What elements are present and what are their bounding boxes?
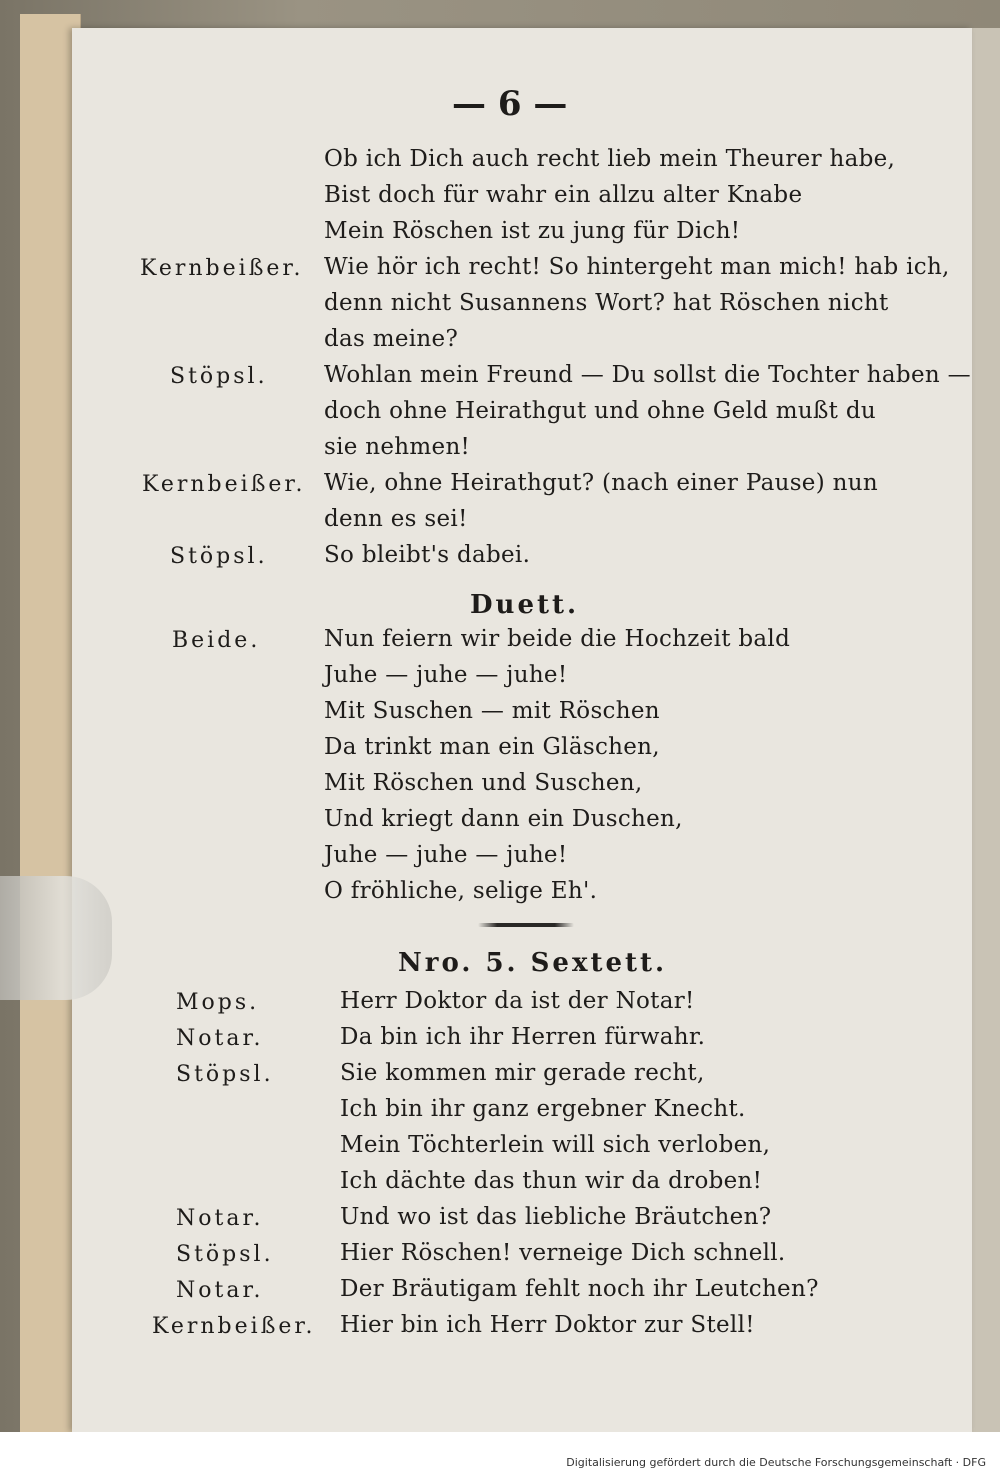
- verse-line: Mit Suschen — mit Röschen: [324, 698, 660, 724]
- text-line: Bist doch für wahr ein allzu alter Knabe: [324, 182, 803, 208]
- speaker-label: Beide.: [172, 628, 261, 653]
- text-line: denn nicht Susannens Wort? hat Röschen nicht: [324, 290, 889, 316]
- verse-line: Mit Röschen und Suschen,: [324, 770, 643, 796]
- verse-line: Mein Töchterlein will sich verloben,: [340, 1132, 771, 1158]
- speaker-label: Kernbeißer.: [140, 256, 304, 281]
- section-ornament: [478, 923, 574, 927]
- speaker-label: Notar.: [176, 1278, 264, 1303]
- speaker-label: Stöpsl.: [176, 1242, 274, 1267]
- section-heading-sextett: Nro. 5. Sextett.: [398, 948, 668, 978]
- speaker-label: Notar.: [176, 1026, 264, 1051]
- book-page: [72, 28, 972, 1432]
- speaker-label: Notar.: [176, 1206, 264, 1231]
- section-heading-duett: Duett.: [470, 590, 580, 620]
- verse-line: O fröhliche, selige Eh'.: [324, 878, 598, 904]
- speaker-label: Stöpsl.: [176, 1062, 274, 1087]
- verse-line: Da bin ich ihr Herren fürwahr.: [340, 1024, 706, 1050]
- verse-line: Und kriegt dann ein Duschen,: [324, 806, 683, 832]
- verse-line: Sie kommen mir gerade recht,: [340, 1060, 705, 1086]
- page-clip: [0, 876, 112, 1000]
- text-line: Wohlan mein Freund — Du sollst die Tochter haben —: [324, 362, 971, 388]
- verse-line: Ich bin ihr ganz ergebner Knecht.: [340, 1096, 746, 1122]
- text-line: Wie, ohne Heirathgut? (nach einer Pause) nun: [324, 470, 878, 496]
- speaker-label: Mops.: [176, 990, 260, 1015]
- verse-line: Hier bin ich Herr Doktor zur Stell!: [340, 1312, 755, 1338]
- verse-line: Ich dächte das thun wir da droben!: [340, 1168, 763, 1194]
- verse-line: Herr Doktor da ist der Notar!: [340, 988, 695, 1014]
- text-line: So bleibt's dabei.: [324, 542, 531, 568]
- speaker-label: Kernbeißer.: [142, 472, 306, 497]
- verse-line: Hier Röschen! verneige Dich schnell.: [340, 1240, 786, 1266]
- footer-bar: [0, 1432, 1000, 1477]
- text-line: Mein Röschen ist zu jung für Dich!: [324, 218, 741, 244]
- text-line: sie nehmen!: [324, 434, 471, 460]
- footer-credit: Digitalisierung gefördert durch die Deutsche Forschungsgemeinschaft · DFG: [566, 1456, 986, 1469]
- speaker-label: Stöpsl.: [170, 364, 268, 389]
- page-number: — 6 —: [452, 84, 568, 124]
- text-line: Wie hör ich recht! So hintergeht man mich! hab ich,: [324, 254, 950, 280]
- verse-line: Und wo ist das liebliche Bräutchen?: [340, 1204, 772, 1230]
- verse-line: Nun feiern wir beide die Hochzeit bald: [324, 626, 791, 652]
- speaker-label: Kernbeißer.: [152, 1314, 316, 1339]
- speaker-label: Stöpsl.: [170, 544, 268, 569]
- verse-line: Juhe — juhe — juhe!: [324, 662, 568, 688]
- verse-line: Der Bräutigam fehlt noch ihr Leutchen?: [340, 1276, 819, 1302]
- text-line: Ob ich Dich auch recht lieb mein Theurer habe,: [324, 146, 896, 172]
- verse-line: Juhe — juhe — juhe!: [324, 842, 568, 868]
- text-line: das meine?: [324, 326, 459, 352]
- text-line: denn es sei!: [324, 506, 468, 532]
- text-line: doch ohne Heirathgut und ohne Geld mußt du: [324, 398, 876, 424]
- verse-line: Da trinkt man ein Gläschen,: [324, 734, 660, 760]
